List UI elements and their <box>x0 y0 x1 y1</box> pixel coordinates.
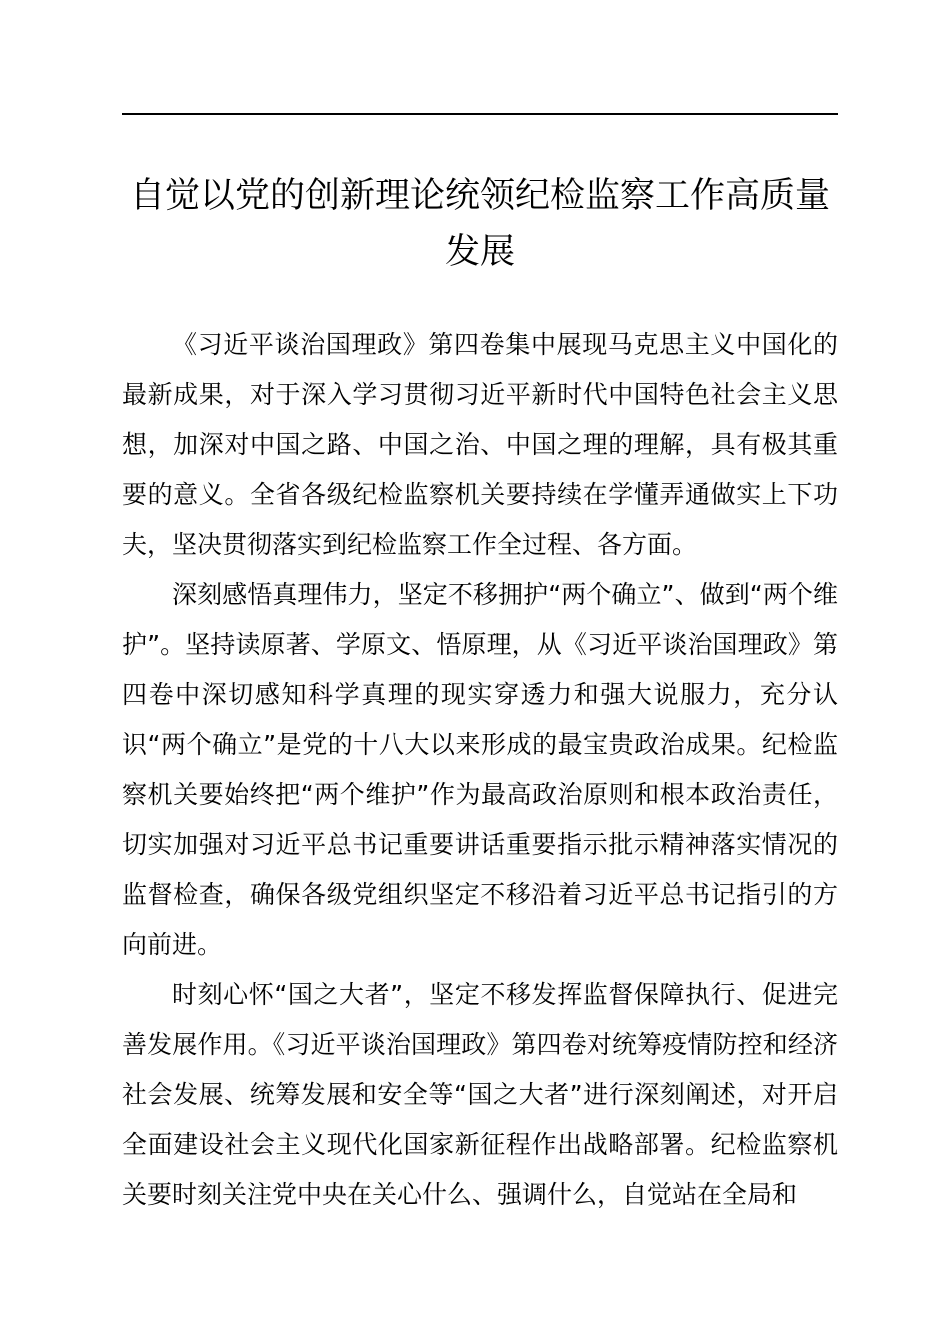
body-paragraph: 深刻感悟真理伟力，坚定不移拥护“两个确立”、做到“两个维护”。坚持读原著、学原文、悟原理，从《习近平谈治国理政》第四卷中深切感知科学真理的现实穿透力和强大说服力，充分认识“两个确立”是党的十八大以来形成的最宝贵政治成果。纪检监察机关要始终把“两个维护”作为最高政治原则和根本政治责任，切实加强对习近平总书记重要讲话重要指示批示精神落实情况的监督检查，确保各级党组织坚定不移沿着习近平总书记指引的方向前进。 <box>122 580 838 959</box>
header-rule <box>122 113 838 115</box>
document-title: 自觉以党的创新理论统领纪检监察工作高质量发展 <box>129 176 830 272</box>
body-paragraph: 时刻心怀“国之大者”，坚定不移发挥监督保障执行、促进完善发展作用。《习近平谈治国理政》第四卷对统筹疫情防控和经济社会发展、统筹发展和安全等“国之大者”进行深刻阐述，对开启全面建设社会主义现代化国家新征程作出战略部署。纪检监察机关要时刻关注党中央在关心什么、强调什么，自觉站在全局和 <box>122 980 838 1209</box>
document-body <box>122 320 838 1220</box>
body-paragraph: 《习近平谈治国理政》第四卷集中展现马克思主义中国化的最新成果，对于深入学习贯彻习近平新时代中国特色社会主义思想，加深对中国之路、中国之治、中国之理的理解，具有极其重要的意义。全省各级纪检监察机关要持续在学懂弄通做实上下功夫，坚决贯彻落实到纪检监察工作全过程、各方面。 <box>122 330 838 559</box>
